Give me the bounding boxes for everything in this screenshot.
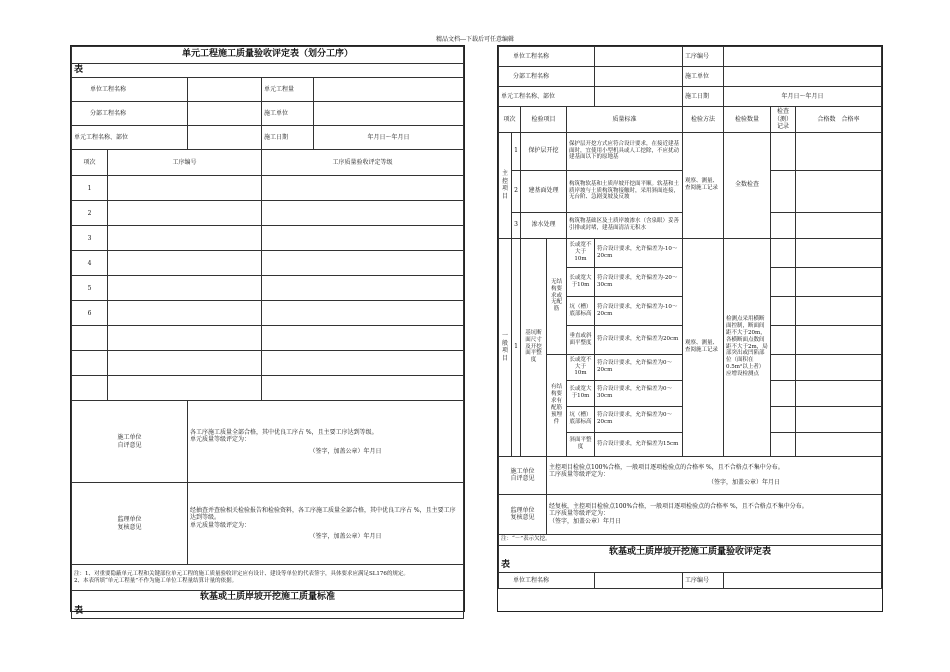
right-date-value: 年月日～年月日 [724,87,882,107]
right-bottom-process-label: 工序编号 [683,573,724,589]
right-main-no: 2 [512,170,521,212]
right-main-label: 主控项目 [499,132,512,238]
right-process-no-label: 工序编号 [683,47,724,67]
right-contractor-text: 主控项目检验点100%合格，一般项目逐项检验点的合格率 %，且不合格点不集中分布。 工序质量等级评定为： [549,463,784,479]
right-supervisor-opinion-label: 监理单位 复核意见 [499,494,547,534]
left-title: 单元工程施工质量验收评定表（划分工序） [72,47,464,64]
right-main-method: 观察、测量、查阅施工记录 [683,132,724,238]
right-date-label: 施工日期 [683,87,724,107]
left-supervisor-text1: 经抽查并查验相关检验报告和检验资料，各工序施工质量全部合格，其中优良工序占 %，且主要工序达到等级。 [190,506,456,522]
right-main-std: 构筑物软基和土质岸坡开挖面平顺。软基和土质岸坡与土质构筑物接触时，采用斜面连接，无台阶、急剧变坡及反坡 [567,170,683,212]
left-table-label: 表 [72,64,464,78]
left-row-no: 1 [72,176,108,201]
left-element-label: 单元工程名称、部位 [72,126,188,150]
right-sub-name: 斜面平整度 [567,432,595,456]
right-no-struct: 无结构要求或无配筋 [547,238,567,354]
left-element-qty-label: 单元工程量 [262,78,314,102]
right-sub-name: 长或宽不大于10m [567,238,595,267]
right-has-struct: 有结构要求有配筋预埋件 [547,354,567,456]
left-contractor-text1: 各工序施工质量全部合格，其中优良工序占 %，且主要工序达到等级。 [190,428,378,436]
right-hdr-qty: 检验数量 [724,107,771,133]
left-unit-project-label: 单位工程名称 [72,78,188,102]
right-sub-std: 符合设计要求，允许偏差为15cm [595,432,683,456]
right-hdr-method: 检验方法 [683,107,724,133]
right-general-name: 基坑断面尺寸及开挖面平整度 [521,238,547,456]
left-note: 注：1、对重要隐蔽单元工程和关键部位单元工程的施工质量验收评定应有设计、建设等单位的代表签字，具体要求应满足SL176的规定。 2、本表所填“单元工程量”不作为施工单位工程量结算计量的依据。 [72,565,464,591]
left-row-no: 5 [72,276,108,301]
right-hdr-pass: 合格数 [817,115,836,123]
right-bottom-unit-label: 单位工程名称 [499,573,595,589]
right-supervisor-text: 经复核，主控项目检验点100%合格，一般项目逐项检验点的合格率 %，且不合格点不集中分布。 工序质量等级评定为： （签字，加盖公章）年月日 [547,494,882,534]
right-sub-std: 符合设计要求，允许偏差为-20～30cm [595,267,683,296]
right-main-name: 建基面处理 [521,170,567,212]
left-contractor-label: 施工单位 [262,102,314,126]
right-main-no: 1 [512,132,521,170]
right-bottom-label: 表 [499,559,882,573]
right-sub-name: 长或宽不大于10m [567,354,595,380]
right-general-qty: 检测点采用横断面控制，断面间距不大于20m，各横断面点数间距不大于2m，局部突出或凹陷部位（面积在0.5m²以上者）应增设检测点 [724,238,771,456]
left-col-eval: 工序质量验收评定等级 [262,150,464,176]
right-sub-std: 符合设计要求，允许偏差为-10～20cm [595,296,683,325]
right-general-no: 1 [512,238,521,456]
right-division-label: 分部工程名称 [499,67,595,87]
left-supervisor-sign: （签字，加盖公章）年月日 [309,533,382,541]
right-main-std: 构筑物基础区及土质岸坡渗水（含泉眼）妥善引排或封堵，建基面清洁无积水 [567,212,683,238]
right-bottom-title: 软基或土质岸坡开挖施工质量验收评定表 [499,545,882,559]
right-sub-std: 符合设计要求，允许偏差为0～20cm [595,354,683,380]
right-sub-std: 符合设计要求，允许偏差为-10～20cm [595,238,683,267]
right-general-method: 观察、测量、查阅施工记录 [683,238,724,456]
left-col-item: 项次 [72,150,108,176]
right-element-label: 单元工程名称、部位 [499,87,595,107]
left-row-no: 4 [72,251,108,276]
right-contractor-label: 施工单位 [683,67,724,87]
right-hdr-standard: 质量标准 [567,107,683,133]
right-sub-std: 符合设计要求，允许偏差为20cm [595,325,683,354]
left-col-process: 工序编号 [108,150,262,176]
right-sub-name: 垂直或斜面平整度 [567,325,595,354]
right-unit-project-label: 单位工程名称 [499,47,595,67]
left-supervisor-text2: 单元质量等级评定为： [190,521,251,529]
right-main-no: 3 [512,212,521,238]
right-hdr-record: 检查（测）记录 [771,107,796,133]
left-contractor-sign: （签字，加盖公章）年月日 [309,447,382,455]
left-row-no: 2 [72,201,108,226]
left-supervisor-opinion-label: 监理单位 复核意见 [72,483,188,565]
left-row-no: 6 [72,301,108,326]
right-sub-std: 符合设计要求，允许偏差为0～20cm [595,406,683,432]
right-contractor-sign: （签字，加盖公章）年月日 [707,478,780,486]
right-contractor-opinion-label: 施工单位 自评意见 [499,456,547,494]
right-sub-name: 长或宽大于10m [567,267,595,296]
left-bottom-title: 软基或土质岸坡开挖施工质量标准 [72,591,464,605]
right-main-std: 保护层开挖方式应符合设计要求，在接近建基面时，宜使用小型机具或人工挖除，不应扰动建基面以下的原地基 [567,132,683,170]
left-division-label: 分部工程名称 [72,102,188,126]
left-contractor-opinion-label: 施工单位 自评意见 [72,401,188,483]
right-sheet [497,45,883,612]
right-note: 注：“－”表示欠挖。 [499,534,882,545]
left-contractor-text2: 单元质量等级评定为： [190,436,251,443]
right-general-label: 一般项目 [499,238,512,456]
right-main-name: 保护层开挖 [521,132,567,170]
left-bottom-label: 表 [72,605,464,619]
right-sub-name: 坑（槽）底部标高 [567,406,595,432]
right-main-name: 渗水处理 [521,212,567,238]
right-hdr-rate: 合格率 [841,115,860,123]
left-row-no: 3 [72,226,108,251]
right-main-qty: 全数检查 [724,132,771,238]
left-sheet [70,45,465,616]
left-date-value: 年月日～年月日 [314,126,464,150]
right-hdr-check: 检验项目 [521,107,567,133]
right-hdr-item: 项次 [499,107,521,133]
right-sub-name: 长或宽大于10m [567,380,595,406]
left-date-label: 施工日期 [262,126,314,150]
right-sub-name: 坑（槽）底部标高 [567,296,595,325]
page-header: 精品文档---下载后可任意编辑 [435,36,515,43]
right-sub-std: 符合设计要求，允许偏差为0～30cm [595,380,683,406]
